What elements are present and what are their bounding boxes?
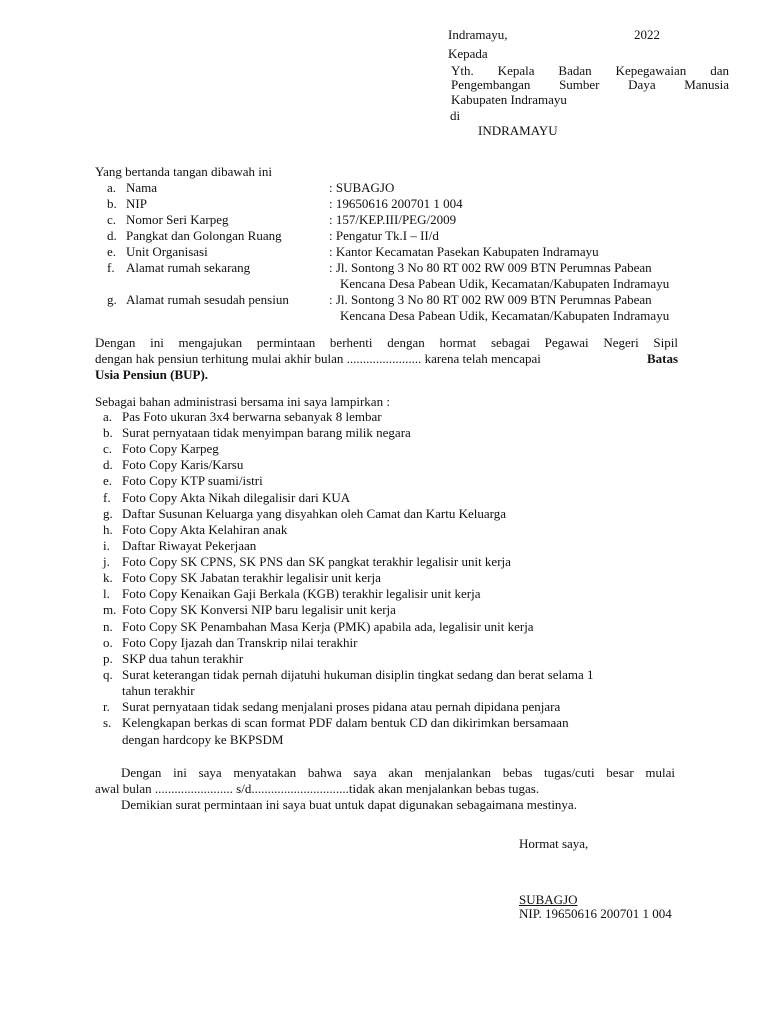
list-text: Foto Copy SK Konversi NIP baru legalisir unit kerja [122,602,396,617]
list-text-cont: dengan hardcopy ke BKPSDM [122,732,284,747]
identity-letter: c. [107,212,117,227]
di-label: di [450,108,461,123]
identity-letter: b. [107,196,117,211]
identity-value: : Jl. Sontong 3 No 80 RT 002 RW 009 BTN Perumnas Pabean [329,292,652,307]
identity-letter: d. [107,228,117,243]
identity-label: Unit Organisasi [126,244,208,259]
list-text: Foto Copy Akta Kelahiran anak [122,522,288,537]
identity-value-cont: Kencana Desa Pabean Udik, Kecamatan/Kabupaten Indramayu [340,276,670,291]
list-item-cont [0,683,768,699]
identity-row-pangkat [0,228,768,244]
list-item [0,586,768,602]
identity-value: : SUBAGJO [329,180,395,195]
list-letter: c. [103,441,113,456]
list-text: Surat keterangan tidak pernah dijatuhi hukuman disiplin tingkat sedang dan berat selama 1 [122,667,594,682]
request-line-1: Dengan ini mengajukan permintaan berhenti dengan hormat sebagai Pegawai Negeri Sipil [95,335,678,350]
list-letter: o. [103,635,113,650]
list-text: Pas Foto ukuran 3x4 berwarna sebanyak 8 lembar [122,409,382,424]
list-item [0,715,768,731]
list-text: Kelengkapan berkas di scan format PDF dalam bentuk CD dan dikirimkan bersamaan [122,715,569,730]
identity-value-cont: Kencana Desa Pabean Udik, Kecamatan/Kabupaten Indramayu [340,308,670,323]
list-letter: r. [103,699,110,714]
list-letter: n. [103,619,113,634]
identity-row-alamat-sekarang [0,260,768,276]
list-item [0,554,768,570]
list-text: Surat pernyataan tidak menyimpan barang milik negara [122,425,411,440]
identity-letter: e. [107,244,117,259]
identity-label: Alamat rumah sekarang [126,260,251,275]
identity-row-alamat-pensiun [0,292,768,308]
request-line-2 [95,351,678,367]
recipient-line-2: Pengembangan Sumber Daya Manusia [451,77,729,92]
identity-value: : 19650616 200701 1 004 [329,196,463,211]
identity-value: : 157/KEP.III/PEG/2009 [329,212,457,227]
list-letter: b. [103,425,113,440]
identity-label: Nama [126,180,158,195]
list-text: Foto Copy SK CPNS, SK PNS dan SK pangkat terakhir legalisir unit kerja [122,554,511,569]
list-item [0,667,768,683]
identity-row-karpeg [0,212,768,228]
list-text: Daftar Riwayat Pekerjaan [122,538,257,553]
closing-line-3: Demikian surat permintaan ini saya buat untuk dapat digunakan sebagaimana mestinya. [121,797,577,812]
list-item [0,490,768,506]
place-date: Indramayu, [448,27,508,42]
signature-name: SUBAGJO [519,892,578,907]
list-text-cont: tahun terakhir [122,683,195,698]
list-text: Foto Copy Ijazah dan Transkrip nilai terakhir [122,635,358,650]
list-text: Foto Copy Kenaikan Gaji Berkala (KGB) terakhir legalisir unit kerja [122,586,481,601]
signature-greeting: Hormat saya, [519,836,589,851]
identity-row-nama [0,180,768,196]
identity-value: : Jl. Sontong 3 No 80 RT 002 RW 009 BTN Perumnas Pabean [329,260,652,275]
list-text: Foto Copy Karis/Karsu [122,457,244,472]
request-line-2-text: dengan hak pensiun terhitung mulai akhir bulan ....................... karena telah mencapai [95,351,541,366]
identity-label: NIP [126,196,147,211]
signature-nip: NIP. 19650616 200701 1 004 [519,906,672,921]
identity-label: Alamat rumah sesudah pensiun [126,292,289,307]
list-text: Foto Copy Akta Nikah dilegalisir dari KUA [122,490,351,505]
list-item [0,522,768,538]
list-item [0,409,768,425]
list-item-cont [0,732,768,748]
kepada-label: Kepada [448,46,488,61]
identity-label: Pangkat dan Golongan Ruang [126,228,282,243]
list-letter: l. [103,586,110,601]
list-item [0,441,768,457]
list-letter: a. [103,409,113,424]
list-item [0,473,768,489]
list-text: Surat pernyataan tidak sedang menjalani proses pidana atau pernah dipidana penjara [122,699,561,714]
list-letter: f. [103,490,111,505]
list-letter: i. [103,538,110,553]
attachments-intro: Sebagai bahan administrasi bersama ini saya lampirkan : [95,394,390,409]
request-bold-1: Batas [646,351,678,366]
identity-row-alamat-pensiun-cont [0,308,768,324]
identity-value: : Kantor Kecamatan Pasekan Kabupaten Indramayu [329,244,599,259]
identity-label: Nomor Seri Karpeg [126,212,229,227]
list-item [0,602,768,618]
identity-intro: Yang bertanda tangan dibawah ini [95,164,273,179]
list-text: Foto Copy SK Penambahan Masa Kerja (PMK) apabila ada, legalisir unit kerja [122,619,534,634]
recipient-line-3: Kabupaten Indramayu [451,92,567,107]
list-text: Foto Copy SK Jabatan terakhir legalisir unit kerja [122,570,381,585]
list-text: Daftar Susunan Keluarga yang disyahkan oleh Camat dan Kartu Keluarga [122,506,506,521]
list-letter: j. [103,554,110,569]
identity-letter: f. [107,260,115,275]
identity-row-unit [0,244,768,260]
list-item [0,570,768,586]
list-item [0,538,768,554]
list-item [0,635,768,651]
closing-line-1: Dengan ini saya menyatakan bahwa saya akan menjalankan bebas tugas/cuti besar mulai [121,765,675,780]
list-letter: k. [103,570,113,585]
list-letter: d. [103,457,113,472]
request-line-3 [95,367,208,383]
list-letter: q. [103,667,113,682]
identity-letter: g. [107,292,117,307]
list-item [0,457,768,473]
list-letter: m. [103,602,117,617]
list-item [0,425,768,441]
list-item [0,619,768,635]
request-bold-2: Usia Pensiun (BUP). [95,367,209,382]
letter-year: 2022 [634,27,660,42]
list-text: SKP dua tahun terakhir [122,651,244,666]
list-item [0,651,768,667]
closing-line-2: awal bulan ........................ s/d..............................tidak akan menjalankan bebas tugas. [95,781,540,796]
list-item [0,506,768,522]
list-letter: s. [103,715,112,730]
list-item [0,699,768,715]
list-letter: e. [103,473,113,488]
recipient-line-1: Yth. Kepala Badan Kepegawaian dan [451,63,729,78]
recipient-city: INDRAMAYU [478,123,558,138]
identity-letter: a. [107,180,117,195]
list-letter: h. [103,522,113,537]
identity-row-nip [0,196,768,212]
list-letter: g. [103,506,113,521]
list-text: Foto Copy Karpeg [122,441,219,456]
identity-value: : Pengatur Tk.I – II/d [329,228,439,243]
list-letter: p. [103,651,113,666]
list-text: Foto Copy KTP suami/istri [122,473,263,488]
identity-row-alamat-sekarang-cont [0,276,768,292]
